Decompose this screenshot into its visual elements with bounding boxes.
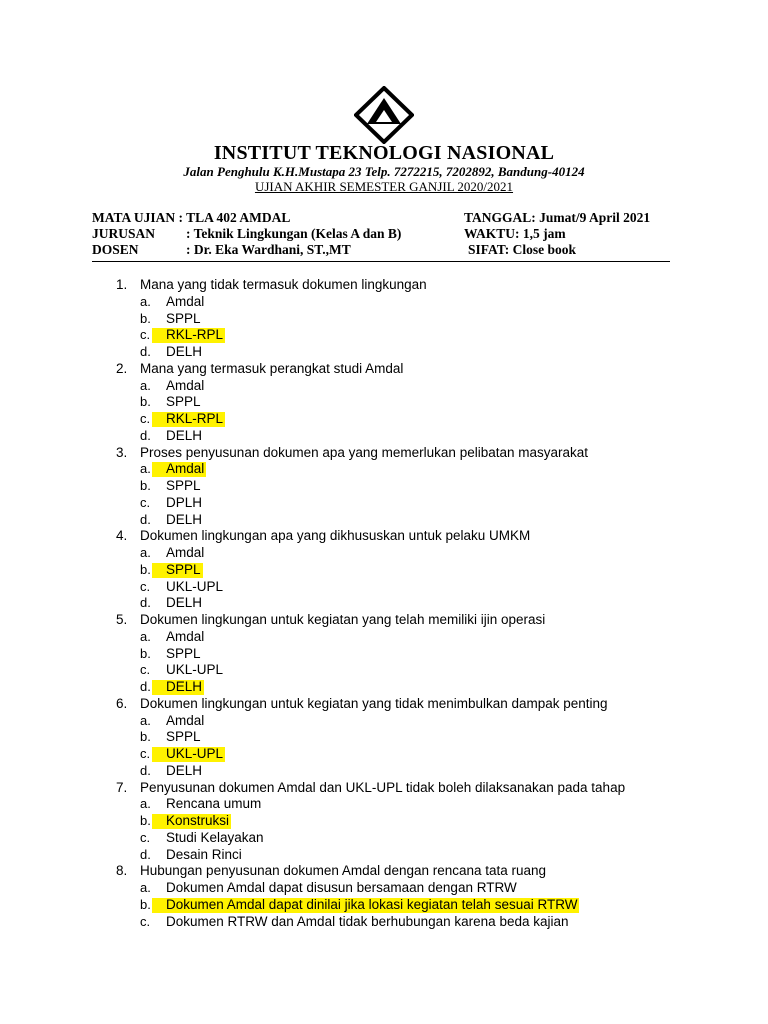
option-text: DELH	[166, 595, 203, 611]
answer-option	[0, 880, 768, 897]
question-item	[0, 361, 768, 378]
option-letter: b.	[140, 729, 151, 745]
question-text: Dokumen lingkungan untuk kegiatan yang telah memiliki ijin operasi	[140, 612, 546, 627]
institution-address: Jalan Penghulu K.H.Mustapa 23 Telp. 7272215, 7202892, Bandung-40124	[183, 164, 585, 179]
answer-option	[0, 478, 768, 495]
question-text: Mana yang tidak termasuk dokumen lingkungan	[140, 277, 427, 292]
answer-option	[0, 595, 768, 612]
answer-option	[0, 461, 768, 478]
waktu: WAKTU: 1,5 jam	[464, 226, 566, 241]
tanggal: TANGGAL: Jumat/9 April 2021	[464, 210, 651, 225]
question-number: 6.	[116, 695, 128, 711]
question-number: 2.	[116, 360, 128, 376]
option-text: UKL-UPL	[166, 662, 224, 678]
highlighted-answer: RKL-RPL	[166, 411, 224, 426]
answer-option	[0, 847, 768, 864]
question-item	[0, 696, 768, 713]
dosen-label: DOSEN	[92, 242, 139, 257]
option-letter: b.	[140, 394, 151, 410]
answer-option	[0, 411, 768, 428]
question-item	[0, 863, 768, 880]
option-letter: d.	[140, 846, 151, 862]
option-text: Dokumen RTRW dan Amdal tidak berhubungan karena beda kajian	[166, 913, 569, 929]
option-text: Amdal	[166, 712, 205, 728]
option-letter: b.	[140, 813, 151, 828]
option-text: Amdal	[166, 293, 205, 309]
dosen-value: : Dr. Eka Wardhani, ST.,MT	[186, 242, 351, 257]
option-letter: c.	[140, 662, 151, 678]
option-letter: d.	[140, 344, 151, 359]
option-letter: c.	[140, 494, 151, 510]
option-text: DELH	[166, 511, 203, 527]
option-text: UKL-UPL	[166, 578, 224, 594]
answer-option	[0, 311, 768, 328]
question-number: 3.	[116, 444, 128, 460]
option-text: SPPL	[166, 478, 201, 493]
option-text: Desain Rinci	[166, 846, 242, 862]
option-text: DELH	[166, 762, 203, 778]
option-letter: b.	[140, 645, 151, 661]
answer-option	[0, 629, 768, 646]
question-list	[0, 277, 768, 930]
option-text: Amdal	[166, 628, 205, 644]
option-text: SPPL	[166, 645, 201, 661]
jurusan-value: : Teknik Lingkungan (Kelas A dan B)	[186, 226, 402, 241]
answer-option	[0, 713, 768, 730]
answer-option	[0, 830, 768, 847]
answer-option	[0, 679, 768, 696]
question-text: Dokumen lingkungan untuk kegiatan yang tidak menimbulkan dampak penting	[140, 695, 608, 711]
option-text: DELH	[166, 344, 203, 359]
answer-option	[0, 428, 768, 445]
question-text: Dokumen lingkungan apa yang dikhususkan untuk pelaku UMKM	[140, 528, 531, 544]
question-number: 7.	[116, 779, 128, 795]
highlighted-answer: Konstruksi	[166, 813, 230, 828]
sifat: SIFAT: Close book	[468, 242, 577, 257]
answer-option	[0, 294, 768, 311]
option-text: SPPL	[166, 729, 201, 745]
question-text: Hubungan penyusunan dokumen Amdal dengan rencana tata ruang	[140, 863, 547, 879]
header-divider	[92, 261, 670, 262]
option-letter: a.	[140, 293, 151, 309]
question-text: Proses penyusunan dokumen apa yang memerlukan pelibatan masyarakat	[140, 444, 589, 460]
answer-option	[0, 495, 768, 512]
option-letter: a.	[140, 377, 151, 393]
question-text: Mana yang termasuk perangkat studi Amdal	[140, 360, 404, 376]
question-number: 1.	[116, 277, 128, 292]
option-letter: d.	[140, 679, 151, 694]
highlighted-answer: Amdal	[166, 461, 205, 477]
option-letter: a.	[140, 880, 151, 895]
answer-option	[0, 579, 768, 596]
option-letter: b.	[140, 561, 151, 577]
answer-option	[0, 813, 768, 830]
option-letter: c.	[140, 829, 151, 845]
answer-option	[0, 914, 768, 931]
option-letter: b.	[140, 896, 151, 912]
option-text: Amdal	[166, 545, 205, 560]
mata-ujian: MATA UJIAN : TLA 402 AMDAL	[92, 210, 291, 225]
question-item	[0, 780, 768, 797]
highlighted-answer: RKL-RPL	[166, 327, 224, 343]
answer-option	[0, 796, 768, 813]
question-item	[0, 612, 768, 629]
answer-option	[0, 746, 768, 763]
option-letter: b.	[140, 310, 151, 326]
highlighted-answer: Dokumen Amdal dapat dinilai jika lokasi kegiatan telah sesuai RTRW	[166, 896, 578, 912]
option-text: Rencana umum	[166, 796, 262, 812]
answer-option	[0, 763, 768, 780]
option-letter: a.	[140, 545, 151, 560]
option-letter: d.	[140, 427, 151, 443]
answer-option	[0, 327, 768, 344]
highlighted-answer: UKL-UPL	[166, 746, 224, 761]
option-letter: c.	[140, 411, 151, 426]
answer-option	[0, 897, 768, 914]
option-letter: c.	[140, 746, 151, 761]
answer-option	[0, 562, 768, 579]
option-text: Studi Kelayakan	[166, 829, 264, 845]
highlighted-answer: DELH	[166, 679, 203, 694]
option-letter: b.	[140, 478, 151, 493]
option-text: SPPL	[166, 394, 201, 410]
option-letter: a.	[140, 628, 151, 644]
option-text: DPLH	[166, 494, 203, 510]
exam-title: UJIAN AKHIR SEMESTER GANJIL 2020/2021	[254, 179, 514, 194]
jurusan-label: JURUSAN	[92, 226, 156, 241]
answer-option	[0, 646, 768, 663]
option-letter: c.	[140, 913, 151, 929]
option-letter: d.	[140, 511, 151, 527]
option-text: Amdal	[166, 377, 205, 393]
question-item	[0, 528, 768, 545]
option-text: Dokumen Amdal dapat disusun bersamaan dengan RTRW	[166, 880, 517, 895]
option-letter: a.	[140, 461, 151, 477]
question-item	[0, 277, 768, 294]
question-number: 4.	[116, 528, 128, 544]
option-text: SPPL	[166, 310, 201, 326]
option-letter: a.	[140, 796, 151, 812]
institution-name: INSTITUT TEKNOLOGI NASIONAL	[213, 142, 555, 164]
question-item	[0, 445, 768, 462]
option-letter: d.	[140, 762, 151, 778]
answer-option	[0, 344, 768, 361]
answer-option	[0, 662, 768, 679]
answer-option	[0, 394, 768, 411]
question-text: Penyusunan dokumen Amdal dan UKL-UPL tidak boleh dilaksanakan pada tahap	[140, 779, 626, 795]
answer-option	[0, 729, 768, 746]
answer-option	[0, 378, 768, 395]
option-text: DELH	[166, 427, 203, 443]
option-letter: c.	[140, 578, 151, 594]
answer-option	[0, 545, 768, 562]
question-number: 5.	[116, 612, 128, 627]
option-letter: d.	[140, 595, 151, 611]
option-letter: c.	[140, 327, 151, 343]
institution-logo	[354, 86, 414, 144]
highlighted-answer: SPPL	[166, 561, 201, 577]
answer-option	[0, 512, 768, 529]
option-letter: a.	[140, 712, 151, 728]
question-number: 8.	[116, 863, 128, 879]
